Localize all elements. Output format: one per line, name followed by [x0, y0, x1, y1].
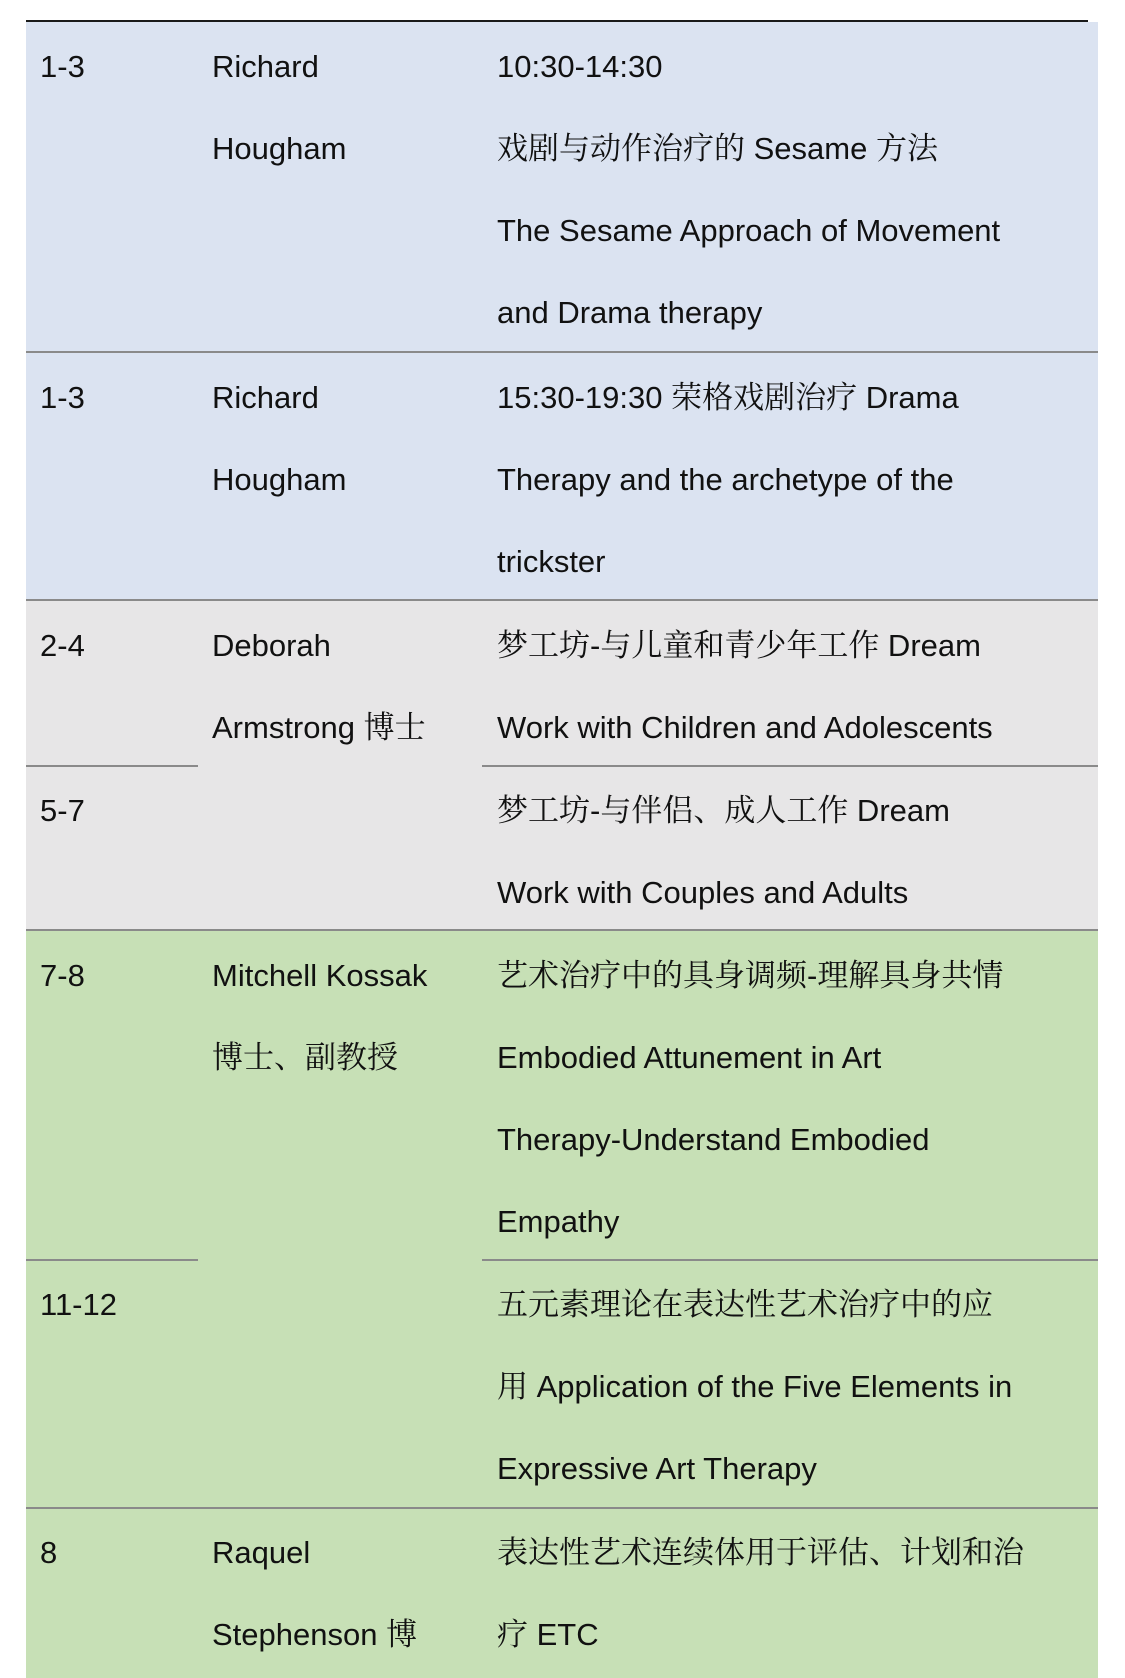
topic-line: Therapy and the archetype of the — [497, 462, 954, 497]
topic-line: Work with Children and Adolescents — [497, 710, 993, 745]
topic-cell — [497, 770, 950, 934]
date-cell: 5-7 — [40, 793, 85, 828]
presenter-line: Hougham — [212, 462, 347, 497]
topic-cell — [497, 935, 1003, 1263]
presenter-line: Deborah — [212, 628, 331, 663]
presenter-line: Mitchell Kossak — [212, 958, 428, 993]
presenter-line: 博士、副教授 — [212, 1040, 398, 1075]
date-cell: 2-4 — [40, 628, 85, 663]
topic-cell — [497, 1512, 1024, 1676]
presenter-cell — [212, 26, 346, 190]
presenter-cell — [212, 1512, 417, 1676]
topic-line: 15:30-19:30 荣格戏剧治疗 Drama — [497, 380, 959, 415]
presenter-cell — [212, 935, 427, 1099]
topic-line: 表达性艺术连续体用于评估、计划和治 — [497, 1535, 1024, 1570]
topic-cell — [497, 357, 959, 603]
presenter-cell — [212, 357, 346, 521]
presenter-line: Stephenson 博 — [212, 1617, 418, 1652]
topic-line: The Sesame Approach of Movement — [497, 213, 1001, 248]
date-cell: 7-8 — [40, 958, 85, 993]
date-cell: 1-3 — [40, 49, 85, 84]
topic-line: 艺术治疗中的具身调频-理解具身共情 — [497, 958, 1004, 993]
topic-cell — [497, 26, 1000, 354]
topic-line: 疗 ETC — [497, 1617, 599, 1652]
sub-row-divider — [26, 1259, 198, 1261]
topic-line: Work with Couples and Adults — [497, 875, 909, 910]
presenter-line: Raquel — [212, 1535, 311, 1570]
presenter-line: Richard — [212, 380, 319, 415]
topic-line: Empathy — [497, 1204, 620, 1239]
presenter-line: Hougham — [212, 131, 347, 166]
topic-line: Therapy-Understand Embodied — [497, 1122, 930, 1157]
presenter-line: Richard — [212, 49, 319, 84]
presenter-cell — [212, 605, 426, 769]
topic-line: trickster — [497, 544, 606, 579]
topic-line: 用 Application of the Five Elements in — [497, 1369, 1013, 1404]
date-cell: 11-12 — [40, 1287, 117, 1322]
topic-cell — [497, 605, 993, 769]
topic-line: Embodied Attunement in Art — [497, 1040, 882, 1075]
topic-line: 10:30-14:30 — [497, 49, 663, 84]
topic-line: 梦工坊-与儿童和青少年工作 Dream — [497, 628, 981, 663]
topic-line: Expressive Art Therapy — [497, 1451, 817, 1486]
topic-line: 戏剧与动作治疗的 Sesame 方法 — [497, 131, 938, 166]
topic-cell — [497, 1264, 1012, 1510]
date-cell: 8 — [40, 1535, 58, 1570]
sub-row-divider — [26, 765, 198, 767]
topic-line: 五元素理论在表达性艺术治疗中的应 — [497, 1287, 993, 1322]
date-cell: 1-3 — [40, 380, 85, 415]
topic-line: 梦工坊-与伴侣、成人工作 Dream — [497, 793, 950, 828]
presenter-line: Armstrong 博士 — [212, 710, 426, 745]
topic-line: and Drama therapy — [497, 295, 763, 330]
